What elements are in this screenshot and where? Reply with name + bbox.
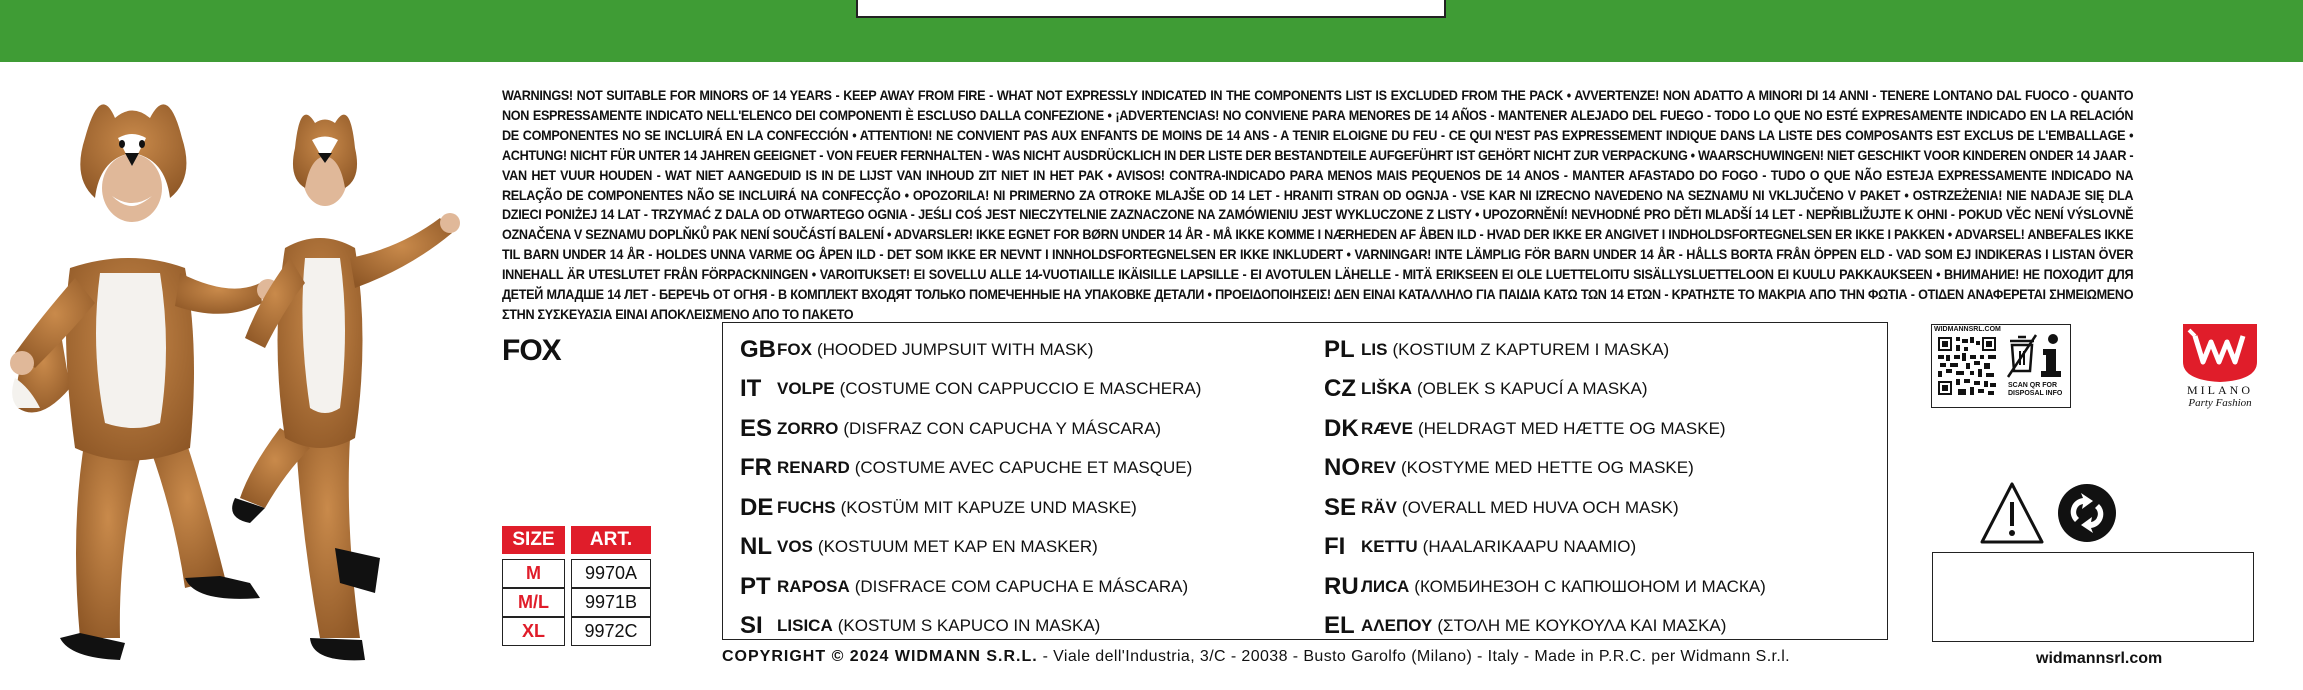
product-name: RÄV (1361, 497, 1397, 517)
art-cell: 9972C (571, 617, 651, 646)
recycle-icon (2058, 484, 2116, 542)
language-code: SI (740, 612, 763, 640)
info-icon (2038, 333, 2064, 379)
translation-row (1324, 488, 1766, 528)
language-code: SE (1324, 493, 1357, 521)
product-description: (KOSTYME MED HETTE OG MASKE) (1400, 458, 1694, 478)
product-name: REV (1361, 458, 1396, 478)
product-description: (HAALARIKAAPU NAAMIO) (1422, 537, 1637, 557)
size-cell: M (502, 559, 565, 588)
fox-costume-photo (0, 78, 500, 678)
barcode-area-box (1932, 552, 2254, 642)
safety-warnings-text: WARNINGS! NOT SUITABLE FOR MINORS OF 14 YEARS - KEEP AWAY FROM FIRE - WHAT NOT EXPRESSLY INDICATED IN THE COMPONENTS LIST IS EXCLUDED FROM THE PACK • AVVERTENZE! NON ADATTO A MINORI DI 14 ANNI - TENERE LONTANO DAL FUOCO - QUANTO NON ESPRESSAMENTE INDICATO NELL'ELENCO DEI COMPONENTI È ESCLUSO DALLA CONFEZIONE • ¡ADVERTENCIAS! NO CONVIENE PARA MENORES DE 14 AÑOS - MANTENER ALEJADO DEL FUEGO - TODO LO QUE NO ESTÉ EXPRESAMENTE INDICADO EN LA RELACIÓN DE COMPONENTES NO SE INCLUIRÁ EN LA CONFECCIÓN • ATTENTION! NE CONVIENT PAS AUX ENFANTS DE MOINS DE 14 ANS - A TENIR ELOIGNE DU FEU - CE QUI N'EST PAS EXPRESSEMENT INDIQUE DANS LA LISTE DES COMPOSANTS EST EXCLUS DE L'EMBALLAGE • ACHTUNG! NICHT FÜR UNTER 14 JAHREN GEEIGNET - VON FEUER FERNHALTEN - WAS NICHT AUSDRÜCKLICH IN DER LISTE DER BESTANDTEILE AUFGEFÜHRT IST GEHÖRT NICHT ZUR VERPACKUNG • WAARSCHUWINGEN! NIET GESCHIKT VOOR KINDEREN ONDER 14 JAAR - VAN HET VUUR HOUDEN - WAT NIET AANGEDUID IS IN DE LIJST VAN INHOUD ZIT NIET IN HET PAK • AVISOS! CONTRA-INDICADO PARA MENOS MAIS PEQUENOS DE 14 ANOS - MANTER AFASTADO DO FOGO - TUDO O QUE NÃO ESTEJA EXPRESSAMENTE INDICADO NA RELAÇÃO DE COMPONENTES NÃO SE INCLUIRÁ NA CONFECÇÃO • OPOZORILA! NI PRIMERNO ZA OTROKE MLAJŠE OD 14 LET - HRANITI STRAN OD OGNJA - VSE KAR NI IZRECNO NAVEDENO NA SEZNAMU NI VKLJUČENO V PAKET • OSTRZEŻENIA! NIE NADAJE SIĘ DLA DZIECI PONIŻEJ 14 LAT - TRZYMAĆ Z DALA OD OTWARTEGO OGNIA - JEŚLI COŚ JEST NIECZYTELNIE ZAZNACZONE NA ZAMÓWIENIU JEST WYKLUCZONE Z LISTY • UPOZORNĚNÍ! NEVHODNÉ PRO DĚTI MLADŠÍ 14 LET - NEPŘIBLIŽUJTE K OHNI - POKUD VĚC NENÍ VÝSLOVNĚ OZNAČENA V SEZNAMU DOPLŇKŮ PAK NENÍ SOUČÁSTÍ BALENÍ • ADVARSLER! IKKE EGNET FOR BØRN UNDER 14 ÅR - MÅ IKKE KOMME I NÆRHEDEN AF ÅBEN ILD - HVAD DER IKKE ER ANGIVET I INDHOLDSFORTEGNELSEN ER IKKE I PAKKEN • ADVARSEL! ANBEFALES IKKE TIL BARN UNDER 14 ÅR - HOLDES UNNA VARME OG ÅPEN ILD - DET SOM IKKE ER NEVNT I INNHOLDSFORTEGNELSEN ER IKKE INKLUDERT • VARNINGAR! INTE LÄMPLIG FÖR BARN UNDER 14 ÅR - HÅLLS BORTA FRÅN ÖPPEN ELD - VAD SOM EJ INDIKERAS I LISTAN ÖVER INNEHALL ÄR UTESLUTET FRÅN FÖRPACKNINGEN • VAROITUKSET! EI SOVELLU ALLE 14-VUOTIAILLE IKÄISILLE LAPSILLE - EI AVOTULEN LÄHELLE - MITÄ ERIKSEEN EI OLE LUETTELOITU SISÄLLYSLUETTELOON EI KUULU PAKKAUKSEEN • ВНИМАНИЕ! НЕ ПОХОДИТ ДЛЯ ДЕТЕЙ МЛАДШЕ 14 ЛЕТ - БЕРЕЧЬ ОТ ОГНЯ - В КОМПЛЕКТ ВХОДЯТ ТОЛЬКО ПОМЕЧЕННЫЕ НА УПАКОВКЕ ДЕТАЛИ • ΠΡΟΕΙΔΟΠΟΙΗΣΕΙΣ! ΔΕΝ ΕΙΝΑΙ ΚΑΤΑΛΛΗΛΟ ΓΙΑ ΠΑΙΔΙΑ ΚΑΤΩ ΤΩΝ 14 ΕΤΩΝ - ΚΡΑΤΗΣΤΕ ΤΟ ΜΑΚΡΙΑ ΑΠΟ ΤΗΝ ΦΩΤΙΑ - ΟΤΙΔΕΝ ΑΝΑΦΕΡΕΤΑΙ ΣΗΜΕΙΩΜΕΝΟ ΣΤΗΝ ΣΥΣΚΕΥΑΣΙΑ ΕΙΝΑΙ ΑΠΟΚΛΕΙΣΜΕΝΟ ΑΠΟ ΤΟ ΠΑΚΕΤΟ (502, 88, 2134, 322)
language-code: GB (740, 335, 776, 363)
product-name: ZORRO (777, 418, 839, 438)
product-title: FOX (502, 334, 561, 367)
translation-row (740, 488, 1201, 528)
size-cell: M/L (502, 588, 565, 617)
language-code: PT (740, 572, 771, 600)
product-description: (KOSTUM S KAPUCO IN MASKA) (837, 616, 1101, 636)
translations-left-column (740, 330, 1201, 646)
product-description: (KOSTÜM MIT KAPUZE UND MASKE) (840, 497, 1137, 517)
copyright-owner: COPYRIGHT © 2024 WIDMANN S.R.L. (722, 648, 1038, 665)
product-description: (HOODED JUMPSUIT WITH MASK) (816, 339, 1094, 359)
brand-city: MILANO (2187, 383, 2253, 397)
trash-bin-icon (2006, 331, 2038, 379)
size-row (502, 588, 651, 617)
product-description: (OVERALL MED HUVA OCH MASK) (1401, 497, 1679, 517)
size-row (502, 559, 651, 588)
website-url[interactable]: widmannsrl.com (2036, 650, 2163, 667)
language-code: PL (1324, 335, 1355, 363)
product-description: (KOSTIUM Z KAPTUREM I MASKA) (1392, 339, 1670, 359)
product-description: (ΣΤΟΛΗ ΜΕ ΚΟΥΚΟΥΛΑ ΚΑΙ ΜΑΣΚΑ) (1437, 616, 1727, 636)
disposal-info-block (1931, 324, 2071, 408)
product-description: (DISFRAZ CON CAPUCHA Y MÁSCARA) (843, 418, 1162, 438)
size-row (502, 617, 651, 646)
translation-row (1324, 330, 1766, 370)
translation-row (740, 449, 1201, 489)
translation-row (1324, 370, 1766, 410)
top-label-window (856, 0, 1446, 18)
product-name: RENARD (777, 458, 850, 478)
art-cell: 9971B (571, 588, 651, 617)
language-code: NL (740, 533, 772, 561)
product-name: LIŠKA (1361, 379, 1412, 399)
translation-row (1324, 528, 1766, 568)
translation-row (740, 528, 1201, 568)
translation-row (1324, 449, 1766, 489)
product-description: (COSTUME CON CAPPUCCIO E MASCHERA) (839, 379, 1202, 399)
product-description: (COSTUME AVEC CAPUCHE ET MASQUE) (854, 458, 1193, 478)
product-name: KETTU (1361, 537, 1418, 557)
product-description: (КОМБИНЕЗОН С КАПЮШОНОМ И МАСКА) (1414, 576, 1766, 596)
product-name: LIS (1361, 339, 1388, 359)
man-in-fox-costume (10, 104, 279, 660)
language-code: RU (1324, 572, 1359, 600)
translation-row (1324, 409, 1766, 449)
translation-row (740, 409, 1201, 449)
language-code: IT (740, 375, 762, 403)
language-code: ES (740, 414, 773, 442)
warning-triangle-icon (1982, 484, 2042, 542)
scan-qr-label: SCAN QR FOR DISPOSAL INFO (2008, 382, 2063, 397)
language-code: NO (1324, 454, 1360, 482)
product-description: (KOSTUUM MET KAP EN MASKER) (817, 537, 1098, 557)
language-code: DE (740, 493, 774, 521)
product-description: (HELDRAGT MED HÆTTE OG MASKE) (1417, 418, 1726, 438)
safety-symbols (1980, 480, 2120, 550)
widmann-logo-icon (2175, 320, 2265, 384)
size-cell: XL (502, 617, 565, 646)
translation-row (1324, 607, 1766, 647)
translation-row (740, 567, 1201, 607)
art-cell: 9970A (571, 559, 651, 588)
brand-tagline: Party Fashion (2188, 397, 2252, 409)
language-code: DK (1324, 414, 1359, 442)
brand-logo-block (2172, 320, 2268, 409)
translation-row (1324, 567, 1766, 607)
product-name: LISICA (777, 616, 833, 636)
translation-row (740, 330, 1201, 370)
product-name: RÆVE (1361, 418, 1413, 438)
woman-in-fox-costume (232, 115, 460, 661)
language-code: FI (1324, 533, 1346, 561)
size-article-table (496, 526, 657, 646)
product-name: ЛИСА (1361, 576, 1410, 596)
product-name: RAPOSA (777, 576, 850, 596)
art-header: ART. (571, 526, 651, 554)
product-name: VOLPE (777, 379, 835, 399)
product-name: VOS (777, 537, 813, 557)
product-name: ΑΛΕΠΟΥ (1361, 616, 1433, 636)
product-description: (OBLEK S KAPUCÍ A MASKA) (1417, 379, 1648, 399)
copyright-line (722, 648, 1790, 666)
translations-right-column (1324, 330, 1766, 646)
translation-row (740, 370, 1201, 410)
size-header: SIZE (502, 526, 565, 554)
copyright-address: - Viale dell'Industria, 3/C - 20038 - Busto Garolfo (Milano) - Italy - Made in P.R.C. per Widmann S.r.l. (1037, 648, 1791, 665)
product-name: FUCHS (777, 497, 836, 517)
language-code: FR (740, 454, 772, 482)
product-description: (DISFRACE COM CAPUCHA E MÁSCARA) (854, 576, 1189, 596)
translation-row (740, 607, 1201, 647)
qr-url-label: WIDMANNSRL.COM (1934, 326, 2001, 333)
language-code: EL (1324, 612, 1355, 640)
product-name: FOX (777, 339, 812, 359)
qr-code-icon[interactable] (1938, 337, 1996, 395)
language-code: CZ (1324, 375, 1356, 403)
